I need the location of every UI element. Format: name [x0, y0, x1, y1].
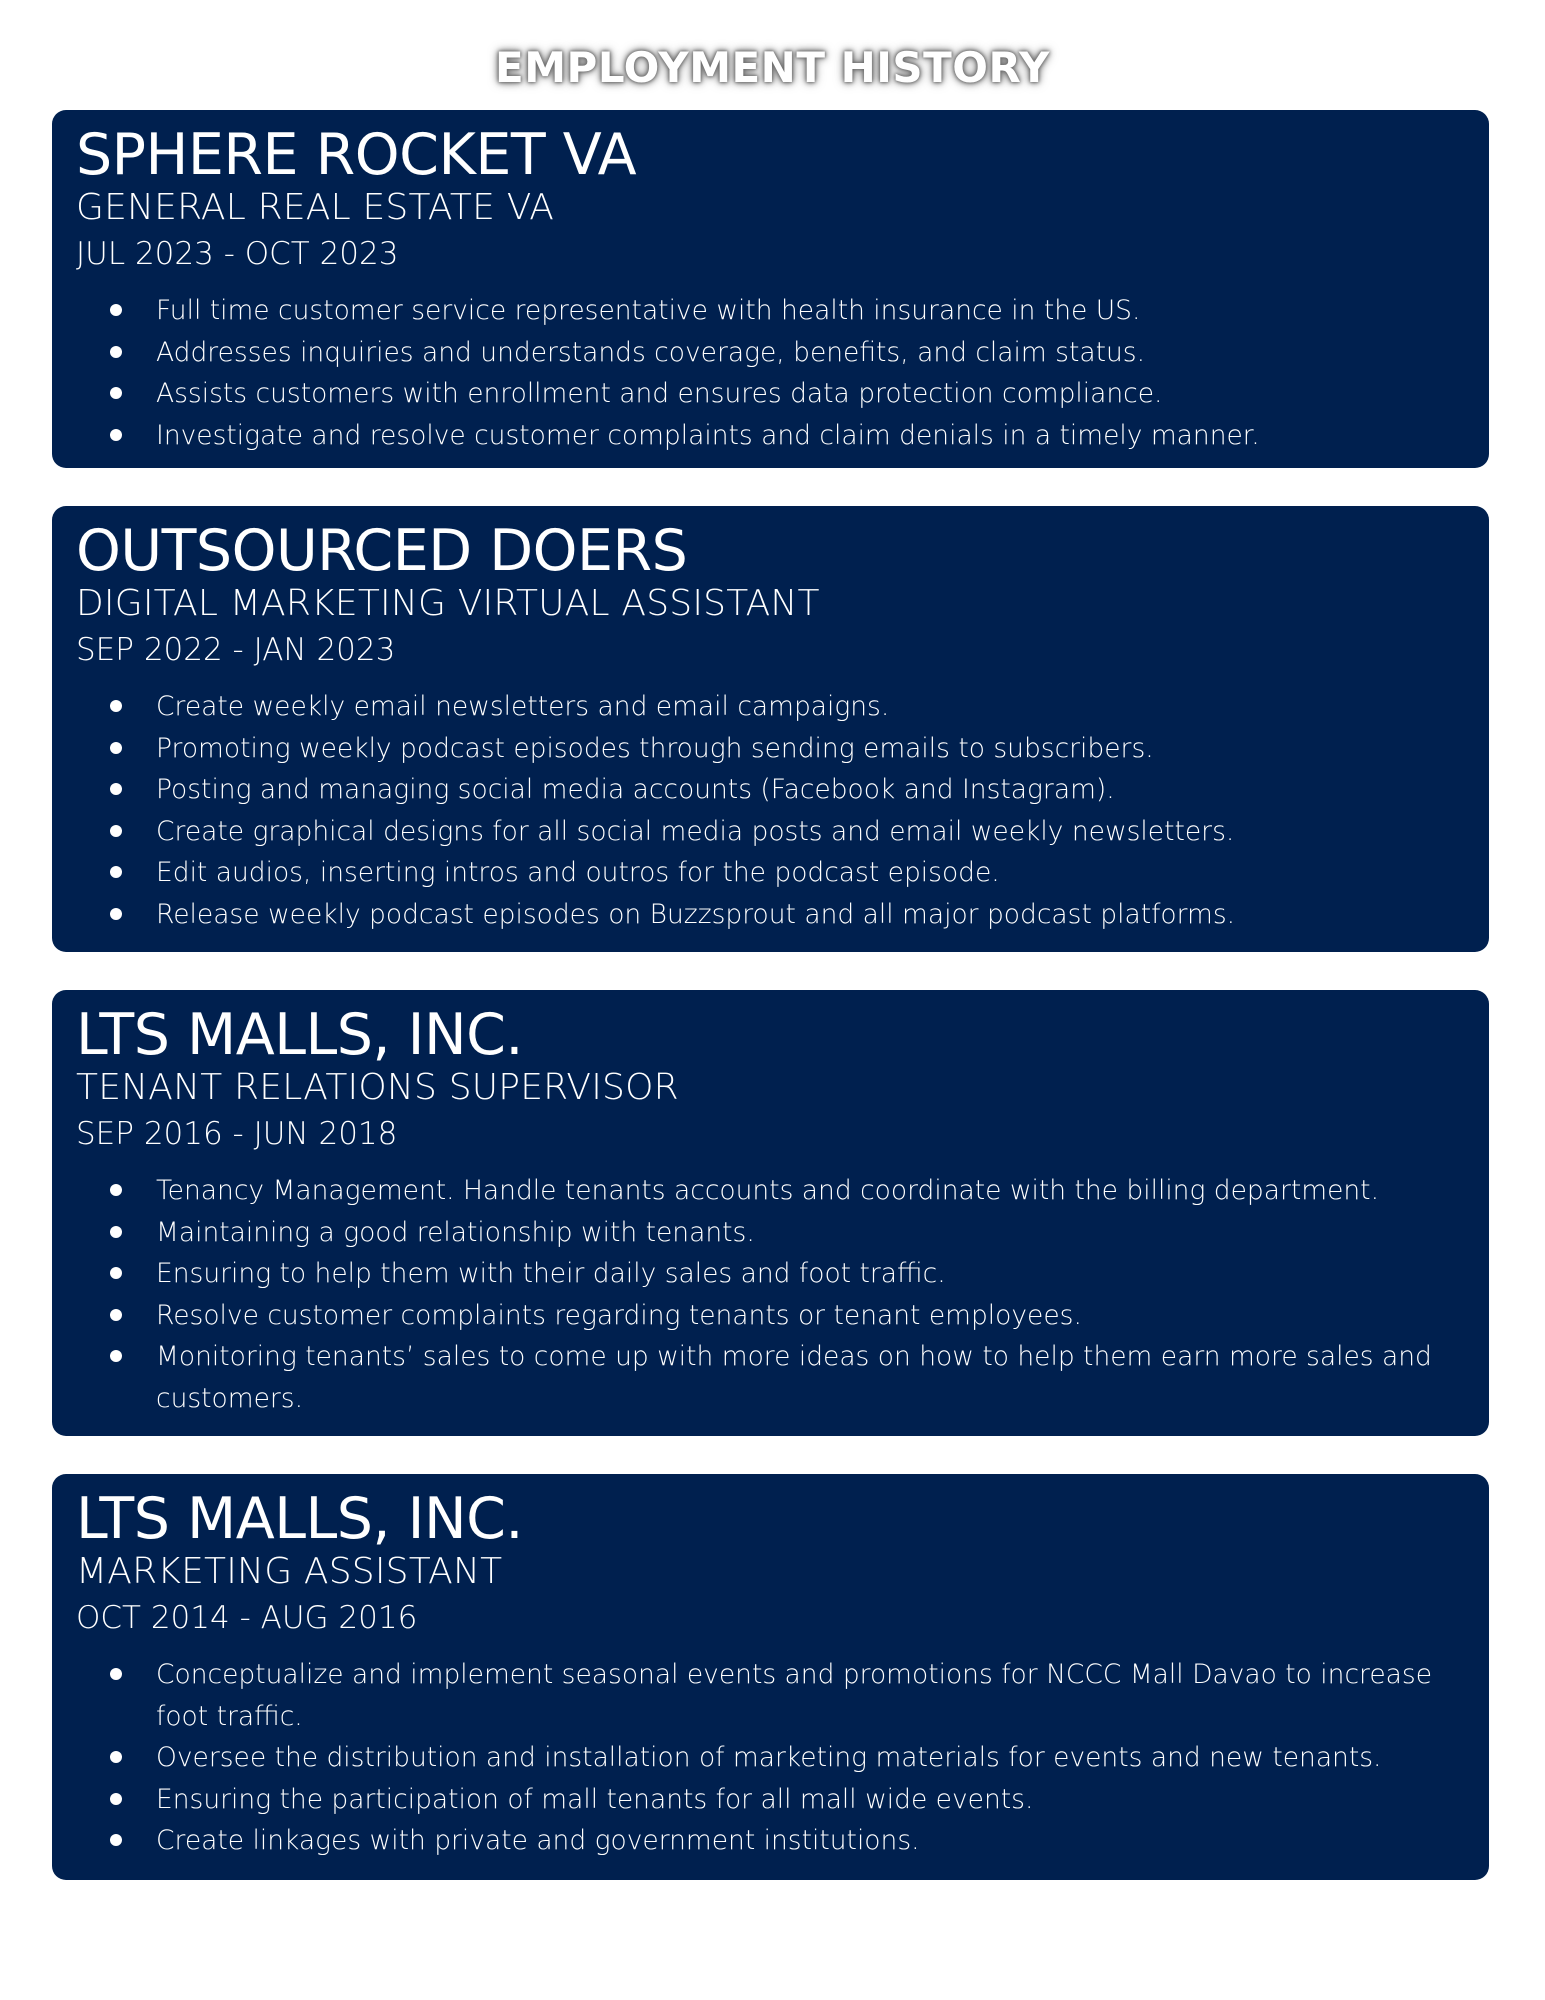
- duty-text: Ensuring to help them with their daily sales and foot traffic.: [156, 1258, 946, 1289]
- duty-item: [132, 686, 1465, 728]
- duty-text: Edit audios, inserting intros and outros for the podcast episode.: [156, 857, 1000, 888]
- bullet-icon: [110, 1309, 122, 1321]
- bullet-icon: [110, 1668, 122, 1680]
- bullet-icon: [110, 908, 122, 920]
- bullet-icon: [110, 387, 122, 399]
- duty-item: [132, 728, 1465, 770]
- duty-text: Resolve customer complaints regarding tenants or tenant employees.: [156, 1299, 1082, 1331]
- bullet-icon: [110, 783, 122, 795]
- duty-list: [76, 290, 1465, 456]
- duty-text: Addresses inquiries and understands coverage, benefits, and claim status.: [156, 336, 1145, 368]
- bullet-icon: [110, 1226, 122, 1238]
- bullet-icon: [110, 825, 122, 837]
- duty-text: Full time customer service representative with health insurance in the US.: [156, 295, 1141, 326]
- job-card-lts-marketing: [52, 1474, 1489, 1880]
- duty-text: Create graphical designs for all social media posts and email weekly newsletters.: [156, 815, 1235, 847]
- duty-text: Create linkages with private and government institutions.: [156, 1825, 920, 1856]
- bullet-icon: [110, 1751, 122, 1763]
- job-title: TENANT RELATIONS SUPERVISOR: [76, 1067, 679, 1108]
- duty-text: Release weekly podcast episodes on Buzzsprout and all major podcast platforms.: [156, 898, 1236, 930]
- duty-text: Create weekly email newsletters and email campaigns.: [156, 691, 890, 722]
- job-card-outsourced-doers: [52, 506, 1489, 952]
- job-dates: JUL 2023 - OCT 2023: [76, 236, 399, 272]
- bullet-icon: [110, 700, 122, 712]
- duty-text: Assists customers with enrollment and ensures data protection compliance.: [156, 378, 1163, 409]
- duty-text: Promoting weekly podcast episodes through sending emails to subscribers.: [156, 732, 1154, 764]
- duty-item: [132, 811, 1465, 853]
- bullet-icon: [110, 1350, 122, 1362]
- job-dates: SEP 2022 - JAN 2023: [76, 632, 396, 668]
- duty-item: [132, 1820, 1465, 1862]
- company-name: LTS MALLS, INC.: [76, 1486, 523, 1552]
- company-name: OUTSOURCED DOERS: [76, 518, 688, 584]
- duty-text: Investigate and resolve customer complaints and claim denials in a timely manner.: [156, 419, 1260, 451]
- duty-item: [132, 290, 1465, 332]
- job-title: GENERAL REAL ESTATE VA: [76, 187, 555, 228]
- duty-list: [76, 686, 1465, 935]
- company-name: LTS MALLS, INC.: [76, 1002, 523, 1068]
- duty-item: [132, 852, 1465, 894]
- job-title: MARKETING ASSISTANT: [76, 1551, 503, 1592]
- duty-text: Ensuring the participation of mall tenants for all mall wide events.: [156, 1783, 1034, 1815]
- bullet-icon: [110, 304, 122, 316]
- bullet-icon: [110, 1793, 122, 1805]
- duty-text: Conceptualize and implement seasonal events and promotions for NCCC Mall Davao to increase foot traffic.: [156, 1659, 1432, 1732]
- duty-item: [132, 1170, 1465, 1212]
- duty-item: [132, 1212, 1465, 1254]
- bullet-icon: [110, 1184, 122, 1196]
- bullet-icon: [110, 866, 122, 878]
- duty-text: Oversee the distribution and installation of marketing materials for events and new tenants.: [156, 1742, 1382, 1773]
- duty-item: [132, 894, 1465, 936]
- bullet-icon: [110, 1834, 122, 1846]
- duty-item: [132, 1737, 1465, 1779]
- duty-item: [132, 1295, 1465, 1337]
- duty-item: [132, 1253, 1465, 1295]
- bullet-icon: [110, 1267, 122, 1279]
- duty-item: [132, 1779, 1465, 1821]
- duty-item: [132, 415, 1465, 457]
- duty-list: [76, 1170, 1465, 1419]
- job-dates: SEP 2016 - JUN 2018: [76, 1116, 398, 1152]
- duty-item: [132, 769, 1465, 811]
- duty-list: [76, 1654, 1465, 1862]
- bullet-icon: [110, 346, 122, 358]
- duty-text: Maintaining a good relationship with tenants.: [156, 1216, 755, 1248]
- duty-text: Tenancy Management. Handle tenants accounts and coordinate with the billing department.: [156, 1175, 1379, 1206]
- duty-item: [132, 373, 1465, 415]
- job-title: DIGITAL MARKETING VIRTUAL ASSISTANT: [76, 583, 820, 624]
- bullet-icon: [110, 429, 122, 441]
- bullet-icon: [110, 742, 122, 754]
- job-dates: OCT 2014 - AUG 2016: [76, 1600, 418, 1636]
- page-title: EMPLOYMENT HISTORY: [495, 43, 1050, 92]
- duty-item: [132, 1654, 1465, 1737]
- company-name: SPHERE ROCKET VA: [76, 122, 637, 188]
- duty-item: [132, 332, 1465, 374]
- job-card-lts-tenant-relations: [52, 990, 1489, 1436]
- duty-text: Monitoring tenants’ sales to come up with more ideas on how to help them earn more sales and customers.: [156, 1341, 1432, 1414]
- duty-item: [132, 1336, 1465, 1419]
- job-card-sphere-rocket: [52, 110, 1489, 468]
- duty-text: Posting and managing social media accounts (Facebook and Instagram).: [156, 774, 1115, 805]
